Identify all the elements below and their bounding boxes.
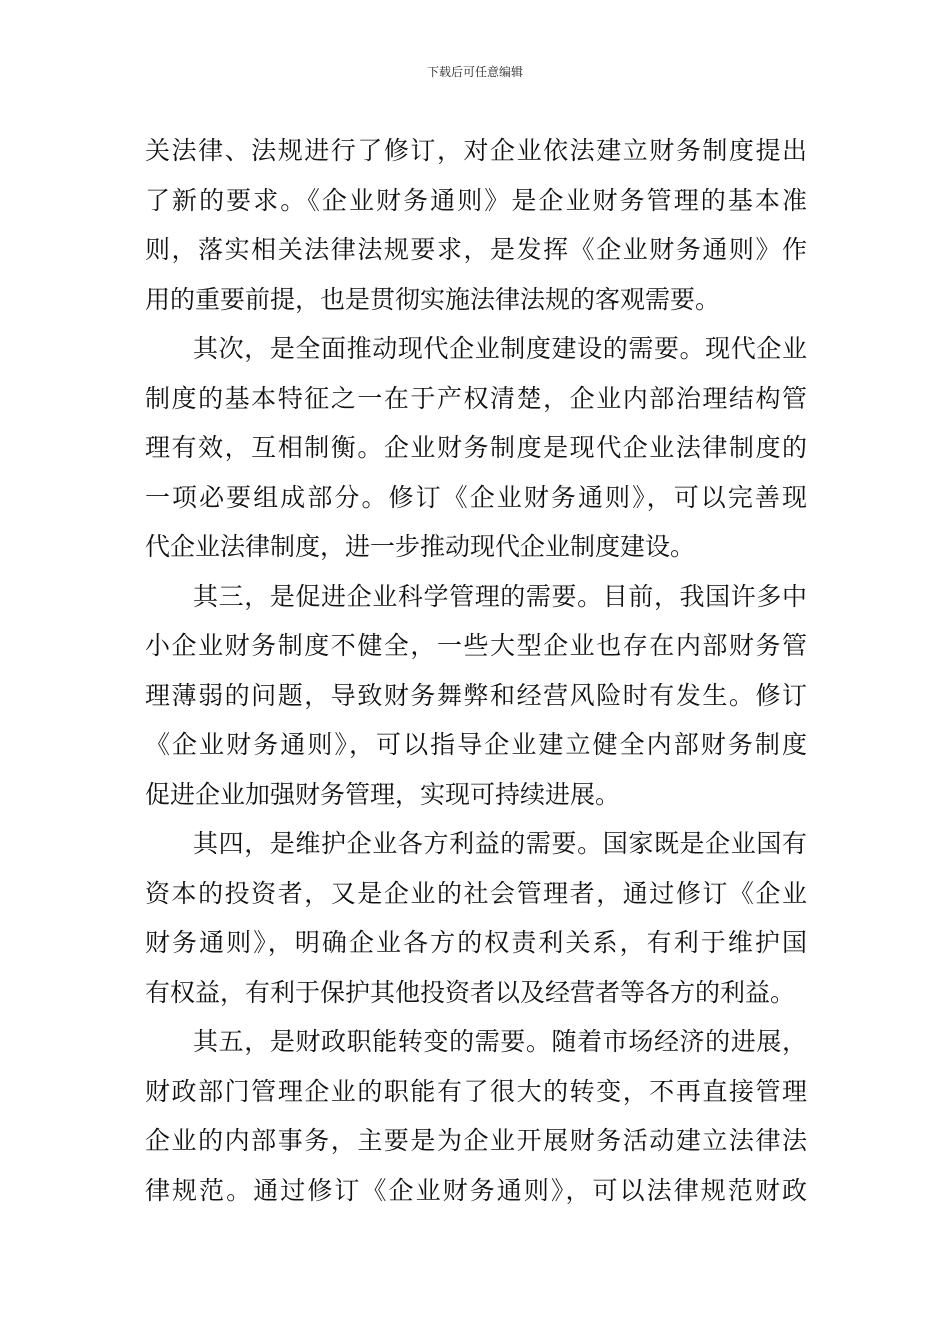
text-line: 财政部门管理企业的职能有了很大的转变，不再直接管理	[145, 1076, 807, 1106]
text-line: 则，落实相关法律法规要求，是发挥《企业财务通则》作	[145, 235, 807, 264]
paragraph-2	[145, 324, 807, 572]
text-line: 其四，是维护企业各方利益的需要。国家既是企业国有	[193, 829, 807, 858]
paragraph-4	[145, 819, 807, 1017]
document-body	[145, 126, 807, 1215]
text-line: 律规范。通过修订《企业财务通则》，可以法律规范财政	[145, 1175, 807, 1205]
text-line: 制度的基本特征之一在于产权清楚，企业内部治理结构管	[145, 383, 807, 413]
text-line: 用的重要前提，也是贯彻实施法律法规的客观需要。	[145, 284, 721, 314]
text-line: 资本的投资者，又是企业的社会管理者，通过修订《企业	[145, 878, 807, 908]
text-line: 小企业财务制度不健全，一些大型企业也存在内部财务管	[145, 631, 807, 660]
text-line: 一项必要组成部分。修订《企业财务通则》，可以完善现	[145, 482, 807, 512]
text-line: 其五，是财政职能转变的需要。随着市场经济的进展，	[193, 1027, 807, 1056]
text-line: 关法律、法规进行了修订，对企业依法建立财务制度提出	[145, 136, 807, 165]
text-line: 财务通则》，明确企业各方的权责利关系，有利于维护国	[145, 928, 807, 957]
text-line: 了新的要求。《企业财务通则》是企业财务管理的基本准	[145, 185, 807, 215]
page-header: 下载后可任意编辑	[426, 65, 523, 79]
paragraph-3	[145, 572, 807, 820]
text-line: 理有效，互相制衡。企业财务制度是现代企业法律制度的	[145, 433, 807, 462]
text-line: 有权益，有利于保护其他投资者以及经营者等各方的利益。	[145, 977, 796, 1007]
text-line: 理薄弱的问题，导致财务舞弊和经营风险时有发生。修订	[145, 680, 807, 710]
paragraph-1	[145, 126, 807, 324]
text-line: 其次，是全面推动现代企业制度建设的需要。现代企业	[193, 334, 807, 363]
paragraph-5	[145, 1017, 807, 1215]
text-line: 其三，是促进企业科学管理的需要。目前，我国许多中	[193, 581, 807, 611]
text-line: 《企业财务通则》，可以指导企业建立健全内部财务制度	[145, 730, 807, 759]
text-line: 代企业法律制度，进一步推动现代企业制度建设。	[145, 532, 696, 561]
text-line: 企业的内部事务，主要是为企业开展财务活动建立法律法	[145, 1126, 807, 1155]
text-line: 促进企业加强财务管理，实现可持续进展。	[145, 779, 621, 809]
